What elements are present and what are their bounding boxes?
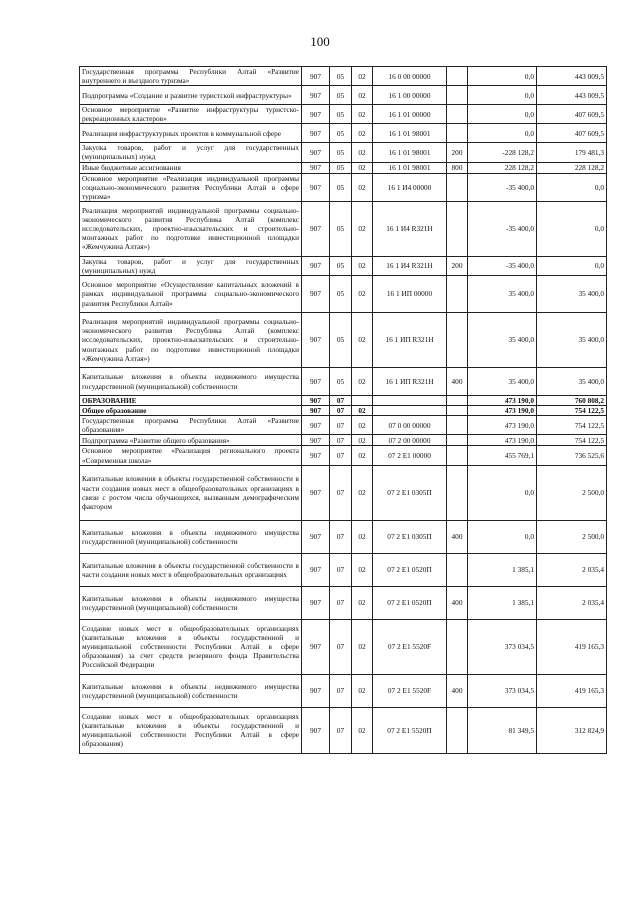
expense-type-cell (447, 201, 468, 256)
row-name-cell: Подпрограмма «Развитие общего образования» (80, 435, 302, 446)
target-article-cell: 16 1 И4 R321Н (373, 201, 447, 256)
row-name-cell: Капитальные вложения в объекты недвижимого имущества государственной (муниципальной) собственности (80, 674, 302, 707)
row-name-cell: Реализация инфраструктурных проектов в коммунальной сфере (80, 124, 302, 143)
row-name-cell: Капитальные вложения в объекты государственной собственности в части создания новых мест в общеобразовательных организациях (80, 553, 302, 586)
target-article-cell: 07 2 E1 5520П (373, 707, 447, 753)
section-code-cell: 07 (330, 520, 352, 553)
amount-change-cell: 0,0 (468, 465, 537, 520)
expense-type-cell (447, 86, 468, 105)
target-article-cell: 07 2 E1 0520П (373, 586, 447, 619)
amount-change-cell: 0,0 (468, 67, 537, 86)
ministry-code-cell: 907 (302, 446, 330, 465)
amount-total-cell: 754 122,5 (537, 406, 607, 416)
section-code-cell: 07 (330, 553, 352, 586)
target-article-cell: 16 1 ИП 00000 (373, 276, 447, 313)
expense-type-cell (447, 619, 468, 674)
target-article-cell: 07 2 00 00000 (373, 435, 447, 446)
table-row (80, 586, 607, 619)
ministry-code-cell: 907 (302, 162, 330, 173)
expense-type-cell (447, 446, 468, 465)
amount-total-cell: 419 165,3 (537, 674, 607, 707)
subsection-code-cell: 02 (352, 276, 373, 313)
subsection-code-cell: 02 (352, 707, 373, 753)
section-code-cell: 05 (330, 67, 352, 86)
row-name-cell: Капитальные вложения в объекты недвижимого имущества государственной (муниципальной) собственности (80, 368, 302, 396)
amount-total-cell: 2 500,0 (537, 465, 607, 520)
subsection-code-cell: 02 (352, 124, 373, 143)
amount-total-cell: 443 009,5 (537, 86, 607, 105)
amount-total-cell: 35 400,0 (537, 368, 607, 396)
expense-type-cell (447, 173, 468, 201)
ministry-code-cell: 907 (302, 86, 330, 105)
table-row (80, 520, 607, 553)
target-article-cell: 16 1 ИП R321Н (373, 313, 447, 368)
target-article-cell (373, 406, 447, 416)
table-row (80, 201, 607, 256)
section-code-cell: 07 (330, 416, 352, 435)
subsection-code-cell: 02 (352, 313, 373, 368)
amount-change-cell: 228 128,2 (468, 162, 537, 173)
section-code-cell: 07 (330, 707, 352, 753)
amount-total-cell: 0,0 (537, 173, 607, 201)
target-article-cell: 16 1 00 00000 (373, 86, 447, 105)
expense-type-cell (447, 105, 468, 124)
amount-total-cell: 179 481,3 (537, 143, 607, 162)
expense-type-cell (447, 465, 468, 520)
target-article-cell: 16 1 И4 00000 (373, 173, 447, 201)
amount-total-cell: 2 500,0 (537, 520, 607, 553)
table-row (80, 313, 607, 368)
section-code-cell: 05 (330, 86, 352, 105)
amount-change-cell: -228 128,2 (468, 143, 537, 162)
amount-total-cell: 2 035,4 (537, 586, 607, 619)
expense-type-cell (447, 707, 468, 753)
subsection-code-cell: 02 (352, 201, 373, 256)
target-article-cell: 07 2 E1 0305П (373, 520, 447, 553)
section-code-cell: 07 (330, 446, 352, 465)
table-row (80, 256, 607, 275)
amount-total-cell: 754 122,5 (537, 435, 607, 446)
amount-total-cell: 419 165,3 (537, 619, 607, 674)
row-name-cell: Иные бюджетные ассигнования (80, 162, 302, 173)
row-name-cell: Капитальные вложения в объекты государственной собственности в части создания новых мест в общеобразовательных организациях в связи с ростом числа обучающихся, вызванным демографическим фактором (80, 465, 302, 520)
subsection-code-cell: 02 (352, 435, 373, 446)
expense-type-cell: 400 (447, 368, 468, 396)
target-article-cell: 07 2 E1 0520П (373, 553, 447, 586)
row-name-cell: Основное мероприятие «Осуществление капитальных вложений в рамках индивидуальной программы социально-экономического развития Республики Алтай» (80, 276, 302, 313)
row-name-cell: Реализация мероприятий индивидуальной программы социально-экономического развития Республика Алтай (комплекс исследовательских, проектно-изыскательских и строительно-монтажных работ по подготовке инвестиционной площадки «Жемчужина Алтая») (80, 313, 302, 368)
expense-type-cell (447, 124, 468, 143)
amount-change-cell: 81 349,5 (468, 707, 537, 753)
ministry-code-cell: 907 (302, 416, 330, 435)
section-code-cell: 05 (330, 313, 352, 368)
target-article-cell: 07 2 E1 00000 (373, 446, 447, 465)
section-code-cell: 07 (330, 465, 352, 520)
amount-change-cell: 1 385,1 (468, 553, 537, 586)
subsection-code-cell: 02 (352, 256, 373, 275)
section-code-cell: 07 (330, 435, 352, 446)
amount-change-cell: 35 400,0 (468, 368, 537, 396)
table-row (80, 162, 607, 173)
ministry-code-cell: 907 (302, 124, 330, 143)
budget-table (79, 66, 607, 754)
expense-type-cell (447, 67, 468, 86)
table-row (80, 446, 607, 465)
section-code-cell: 07 (330, 586, 352, 619)
expense-type-cell (447, 553, 468, 586)
subsection-code-cell: 02 (352, 105, 373, 124)
amount-change-cell: 1 385,1 (468, 586, 537, 619)
row-name-cell: Подпрограмма «Создание и развитие туристской инфраструктуры» (80, 86, 302, 105)
amount-change-cell: -35 400,0 (468, 173, 537, 201)
amount-total-cell: 35 400,0 (537, 276, 607, 313)
table-row (80, 674, 607, 707)
row-name-cell: Основное мероприятие «Развитие инфраструктуры туристско-рекреационных кластеров» (80, 105, 302, 124)
section-code-cell: 07 (330, 396, 352, 406)
ministry-code-cell: 907 (302, 435, 330, 446)
row-name-cell: Создание новых мест в общеобразовательных организациях (капитальные вложения в объекты государственной и муниципальной собственности Республики Алтай в сфере образования) за счет средств резервного фонда Правительства Российской Федерации (80, 619, 302, 674)
expense-type-cell (447, 313, 468, 368)
row-name-cell: Основное мероприятие «Реализация индивидуальной программы социально-экономического развития Республики Алтай в сфере туризма» (80, 173, 302, 201)
ministry-code-cell: 907 (302, 707, 330, 753)
ministry-code-cell: 907 (302, 368, 330, 396)
amount-change-cell: 455 769,1 (468, 446, 537, 465)
table-row (80, 86, 607, 105)
ministry-code-cell: 907 (302, 619, 330, 674)
amount-total-cell: 228 128,2 (537, 162, 607, 173)
amount-change-cell: 0,0 (468, 520, 537, 553)
expense-type-cell: 400 (447, 674, 468, 707)
amount-change-cell: 0,0 (468, 86, 537, 105)
table-row (80, 105, 607, 124)
subsection-code-cell: 02 (352, 416, 373, 435)
section-code-cell: 05 (330, 124, 352, 143)
amount-total-cell: 443 009,5 (537, 67, 607, 86)
section-code-cell: 05 (330, 256, 352, 275)
table-row (80, 553, 607, 586)
amount-total-cell: 736 525,6 (537, 446, 607, 465)
subsection-code-cell: 02 (352, 465, 373, 520)
ministry-code-cell: 907 (302, 553, 330, 586)
amount-change-cell: 473 190,0 (468, 406, 537, 416)
row-name-cell: Реализация мероприятий индивидуальной программы социально-экономического развития Республика Алтай (комплекс исследовательских, проектно-изыскательских и строительно-монтажных работ по подготовке инвестиционной площадки «Жемчужина Алтая») (80, 201, 302, 256)
table-row (80, 406, 607, 416)
amount-change-cell: 373 034,5 (468, 619, 537, 674)
target-article-cell: 07 2 E1 5520F (373, 619, 447, 674)
expense-type-cell (447, 416, 468, 435)
amount-change-cell: 35 400,0 (468, 313, 537, 368)
table-row (80, 707, 607, 753)
section-code-cell: 05 (330, 276, 352, 313)
row-name-cell: Создание новых мест в общеобразовательных организациях (капитальные вложения в объекты государственной и муниципальной собственности Республики Алтай в сфере образования) (80, 707, 302, 753)
row-name-cell: Государственная программа Республики Алтай «Развитие образования» (80, 416, 302, 435)
ministry-code-cell: 907 (302, 256, 330, 275)
amount-total-cell: 312 824,9 (537, 707, 607, 753)
amount-total-cell: 754 122,5 (537, 416, 607, 435)
expense-type-cell: 400 (447, 520, 468, 553)
expense-type-cell: 400 (447, 586, 468, 619)
subsection-code-cell: 02 (352, 86, 373, 105)
section-code-cell: 05 (330, 162, 352, 173)
table-row (80, 67, 607, 86)
amount-change-cell: 473 190,0 (468, 435, 537, 446)
subsection-code-cell: 02 (352, 368, 373, 396)
subsection-code-cell: 02 (352, 143, 373, 162)
expense-type-cell (447, 435, 468, 446)
expense-type-cell: 800 (447, 162, 468, 173)
amount-change-cell: 373 034,5 (468, 674, 537, 707)
target-article-cell (373, 396, 447, 406)
target-article-cell: 07 0 00 00000 (373, 416, 447, 435)
amount-total-cell: 2 035,4 (537, 553, 607, 586)
row-name-cell: Основное мероприятие «Реализация регионального проекта «Современная школа» (80, 446, 302, 465)
target-article-cell: 16 1 01 98001 (373, 143, 447, 162)
row-name-cell: Закупка товаров, работ и услуг для государственных (муниципальных) нужд (80, 143, 302, 162)
section-code-cell: 05 (330, 201, 352, 256)
ministry-code-cell: 907 (302, 586, 330, 619)
target-article-cell: 16 1 01 98001 (373, 162, 447, 173)
row-name-cell: ОБРАЗОВАНИЕ (80, 396, 302, 406)
ministry-code-cell: 907 (302, 520, 330, 553)
ministry-code-cell: 907 (302, 173, 330, 201)
subsection-code-cell: 02 (352, 674, 373, 707)
subsection-code-cell: 02 (352, 173, 373, 201)
amount-change-cell: -35 400,0 (468, 256, 537, 275)
amount-total-cell: 0,0 (537, 256, 607, 275)
ministry-code-cell: 907 (302, 201, 330, 256)
table-row (80, 396, 607, 406)
table-row (80, 276, 607, 313)
amount-total-cell: 407 609,5 (537, 124, 607, 143)
ministry-code-cell: 907 (302, 396, 330, 406)
amount-total-cell: 35 400,0 (537, 313, 607, 368)
table-row (80, 416, 607, 435)
table-row (80, 124, 607, 143)
amount-change-cell: 473 190,0 (468, 396, 537, 406)
expense-type-cell (447, 396, 468, 406)
budget-table-body (80, 67, 607, 754)
section-code-cell: 05 (330, 368, 352, 396)
amount-change-cell: 0,0 (468, 124, 537, 143)
subsection-code-cell: 02 (352, 553, 373, 586)
row-name-cell: Общее образование (80, 406, 302, 416)
target-article-cell: 07 2 E1 0305П (373, 465, 447, 520)
row-name-cell: Закупка товаров, работ и услуг для государственных (муниципальных) нужд (80, 256, 302, 275)
section-code-cell: 07 (330, 674, 352, 707)
ministry-code-cell: 907 (302, 674, 330, 707)
subsection-code-cell: 02 (352, 67, 373, 86)
amount-total-cell: 407 609,5 (537, 105, 607, 124)
section-code-cell: 05 (330, 173, 352, 201)
ministry-code-cell: 907 (302, 406, 330, 416)
row-name-cell: Капитальные вложения в объекты недвижимого имущества государственной (муниципальной) собственности (80, 586, 302, 619)
table-row (80, 368, 607, 396)
subsection-code-cell: 02 (352, 406, 373, 416)
expense-type-cell: 200 (447, 143, 468, 162)
table-row (80, 465, 607, 520)
page-number: 100 (310, 34, 330, 49)
table-row (80, 173, 607, 201)
section-code-cell: 05 (330, 105, 352, 124)
amount-total-cell: 760 808,2 (537, 396, 607, 406)
section-code-cell: 05 (330, 143, 352, 162)
amount-change-cell: 473 190,0 (468, 416, 537, 435)
target-article-cell: 16 1 01 00000 (373, 105, 447, 124)
ministry-code-cell: 907 (302, 465, 330, 520)
subsection-code-cell: 02 (352, 619, 373, 674)
expense-type-cell (447, 276, 468, 313)
target-article-cell: 16 1 И4 R321Н (373, 256, 447, 275)
table-row (80, 143, 607, 162)
subsection-code-cell: 02 (352, 162, 373, 173)
target-article-cell: 16 1 ИП R321Н (373, 368, 447, 396)
ministry-code-cell: 907 (302, 313, 330, 368)
ministry-code-cell: 907 (302, 276, 330, 313)
target-article-cell: 16 1 01 98001 (373, 124, 447, 143)
ministry-code-cell: 907 (302, 143, 330, 162)
amount-change-cell: 0,0 (468, 105, 537, 124)
row-name-cell: Государственная программа Республики Алтай «Развитие внутреннего и въездного туризма» (80, 67, 302, 86)
subsection-code-cell: 02 (352, 446, 373, 465)
subsection-code-cell: 02 (352, 520, 373, 553)
expense-type-cell: 200 (447, 256, 468, 275)
row-name-cell: Капитальные вложения в объекты недвижимого имущества государственной (муниципальной) собственности (80, 520, 302, 553)
section-code-cell: 07 (330, 406, 352, 416)
expense-type-cell (447, 406, 468, 416)
subsection-code-cell: 02 (352, 586, 373, 619)
ministry-code-cell: 907 (302, 105, 330, 124)
target-article-cell: 07 2 E1 5520F (373, 674, 447, 707)
section-code-cell: 07 (330, 619, 352, 674)
subsection-code-cell (352, 396, 373, 406)
table-row (80, 619, 607, 674)
target-article-cell: 16 0 00 00000 (373, 67, 447, 86)
amount-change-cell: 35 400,0 (468, 276, 537, 313)
amount-change-cell: -35 400,0 (468, 201, 537, 256)
ministry-code-cell: 907 (302, 67, 330, 86)
amount-total-cell: 0,0 (537, 201, 607, 256)
table-row (80, 435, 607, 446)
